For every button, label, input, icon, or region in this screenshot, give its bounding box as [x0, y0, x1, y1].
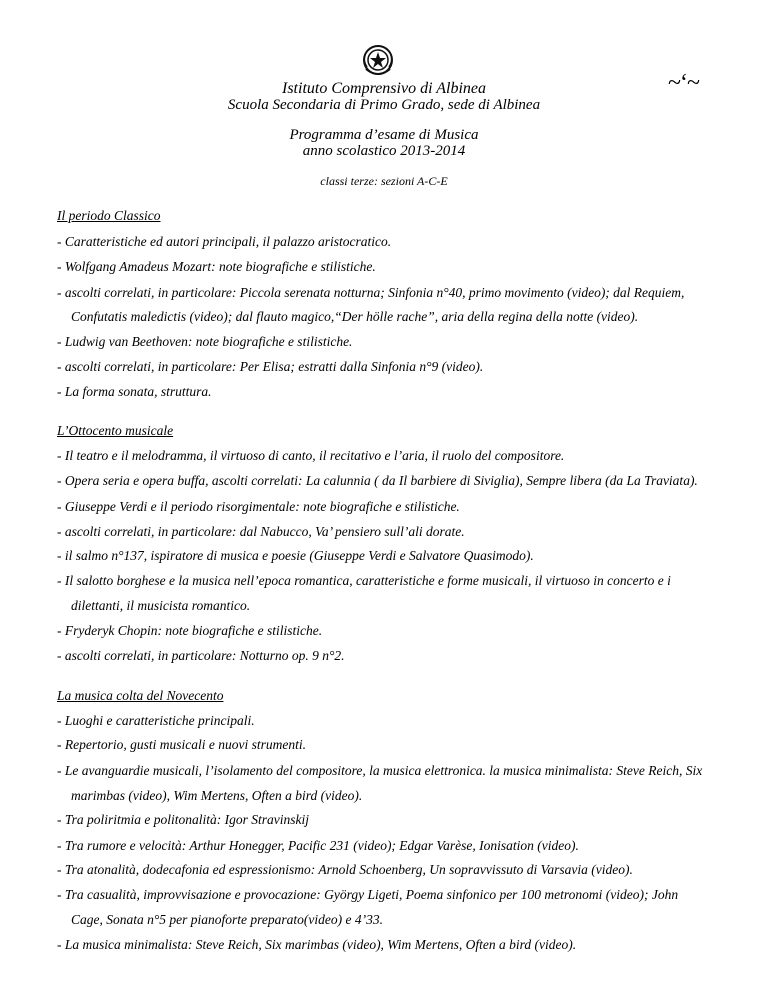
list-item: - ascolti correlati, in particolare: Per Elisa; estratti dalla Sinfonia n°9 (video). — [57, 359, 484, 374]
list-item: - Il salotto borghese e la musica nell’epoca romantica, caratteristiche e forme musicali, il virtuoso in concerto e i — [57, 573, 671, 588]
section-title: L’Ottocento musicale — [57, 423, 174, 438]
section-title: Il periodo Classico — [57, 208, 161, 223]
section-title: La musica colta del Novecento — [57, 688, 224, 703]
list-item: - Fryderyk Chopin: note biografiche e stilistiche. — [57, 623, 323, 638]
list-item: - La forma sonata, struttura. — [57, 384, 212, 399]
program-title: Programma d’esame di Musica — [289, 127, 479, 143]
republic-emblem-icon — [361, 43, 395, 79]
list-item: - Tra rumore e velocità: Arthur Honegger, Pacific 231 (video); Edgar Varèse, Ionisation (video). — [57, 838, 579, 853]
header-mark: ~‘~ — [668, 70, 699, 96]
list-item-continuation: dilettanti, il musicista romantico. — [71, 598, 251, 613]
classes: classi terze: sezioni A-C-E — [320, 174, 448, 188]
list-item-continuation: Confutatis maledictis (video); dal flauto magico,“Der hölle rache”, aria della regina della notte (video). — [71, 309, 639, 324]
list-item: - ascolti correlati, in particolare: Piccola serenata notturna; Sinfonia n°40, primo movimento (video); dal Requiem, — [57, 285, 685, 300]
school-year: anno scolastico 2013-2014 — [302, 143, 466, 159]
list-item-continuation: Cage, Sonata n°5 per pianoforte preparato(video) e 4’33. — [71, 912, 383, 927]
institute-name: Istituto Comprensivo di Albinea — [282, 80, 486, 97]
list-item: - Le avanguardie musicali, l’isolamento del compositore, la musica elettronica. la musica minimalista: Steve Reich, Six — [57, 763, 703, 778]
list-item: - Luoghi e caratteristiche principali. — [57, 713, 255, 728]
list-item: - Tra atonalità, dodecafonia ed espressionismo: Arnold Schoenberg, Un sopravvissuto di Varsavia (video). — [57, 862, 633, 877]
list-item: - ascolti correlati, in particolare: Notturno op. 9 n°2. — [57, 648, 345, 663]
list-item: - La musica minimalista: Steve Reich, Six marimbas (video), Wim Mertens, Often a bird (video). — [57, 937, 577, 952]
list-item: - Wolfgang Amadeus Mozart: note biografiche e stilistiche. — [57, 259, 376, 274]
list-item: - Repertorio, gusti musicali e nuovi strumenti. — [57, 737, 306, 752]
list-item: - Opera seria e opera buffa, ascolti correlati: La calunnia ( da Il barbiere di Siviglia), Sempre libera (da La Traviata). — [57, 473, 698, 488]
list-item: - Ludwig van Beethoven: note biografiche e stilistiche. — [57, 334, 353, 349]
list-item: - ascolti correlati, in particolare: dal Nabucco, Va’ pensiero sull’ali dorate. — [57, 524, 465, 539]
list-item: - Giuseppe Verdi e il periodo risorgimentale: note biografiche e stilistiche. — [57, 499, 460, 514]
school-name: Scuola Secondaria di Primo Grado, sede di Albinea — [227, 97, 541, 113]
list-item: - il salmo n°137, ispiratore di musica e poesie (Giuseppe Verdi e Salvatore Quasimodo). — [57, 548, 534, 563]
list-item: - Caratteristiche ed autori principali, il palazzo aristocratico. — [57, 234, 392, 249]
list-item-continuation: marimbas (video), Wim Mertens, Often a bird (video). — [71, 788, 363, 803]
list-item: - Tra casualità, improvvisazione e provocazione: György Ligeti, Poema sinfonico per 100 metronomi (video); John — [57, 887, 679, 902]
list-item: - Tra poliritmia e politonalità: Igor Stravinskij — [57, 812, 310, 827]
list-item: - Il teatro e il melodramma, il virtuoso di canto, il recitativo e l’aria, il ruolo del compositore. — [57, 448, 565, 463]
